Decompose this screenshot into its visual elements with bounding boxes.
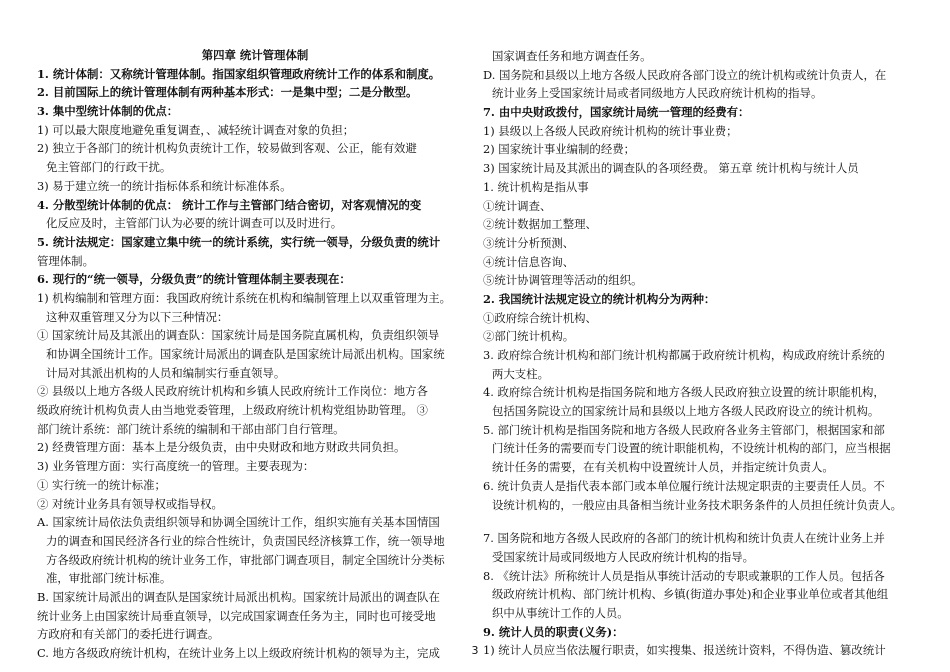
text-line: 2) 独立于各部门的统计机构负责统计工作，较易做到客观、公正，能有效避 <box>37 141 417 156</box>
text-line: B. 国家统计局派出的调查队是国家统计局派出机构。国家统计局派出的调查队在 <box>37 589 440 604</box>
text-line: 5. 部门统计机构是指国务院和地方各级人民政府各业务主管部门，根据国家和部 <box>483 422 885 437</box>
text-line: 1) 统计人员应当依法履行职责，如实搜集、报送统计资料，不得伪造、篡改统计 <box>483 643 886 658</box>
text-line: C. 地方各级政府统计机构，在统计业务上以上级政府统计机构的领导为主，完成 <box>37 646 440 660</box>
text-line: 1. 统计体制：又称统计管理体制。指国家组织管理政府统计工作的体系和制度。 <box>37 66 441 81</box>
text-line: 统计任务的需要，在有关机构中设置统计人员，并指定统计负责人。 <box>492 460 834 475</box>
text-line: 3) 国家统计局及其派出的调查队的各项经费。 第五章 统计机构与统计人员 <box>483 161 859 176</box>
text-line: 免主管部门的行政干扰。 <box>46 160 172 175</box>
text-line <box>483 514 913 529</box>
text-line: 4. 政府综合统计机构是指国务院和地方各级人民政府独立设置的统计职能机构， <box>483 385 885 400</box>
text-line: 管理体制。 <box>37 253 94 268</box>
text-line: ①政府综合统计机构、 <box>483 310 597 325</box>
text-line: 国家调查任务和地方调查任务。 <box>492 49 652 63</box>
text-line: 3) 易于建立统一的统计指标体系和统计标准体系。 <box>37 178 292 193</box>
text-line: 6. 现行的“统一领导，分级负责”的统计管理体制主要表现在： <box>37 272 351 287</box>
text-line: 和协调全国统计工作。国家统计局派出的调查队是国家统计局派出机构。国家统 <box>46 347 445 361</box>
text-line: 包括国务院设立的国家统计局和县级以上地方各级人民政府设立的统计机构。 <box>492 404 880 419</box>
text-line: 1) 机构编制和管理方面：我国政府统计系统在机构和编制管理上以双重管理为主。 <box>37 290 451 305</box>
text-line: 受国家统计局或同级地方人民政府统计机构的指导。 <box>492 549 754 564</box>
text-line: 2. 我国统计法规定设立的统计机构分为两种： <box>483 291 716 306</box>
text-line: 6. 统计负责人是指代表本部门或本单位履行统计法规定职责的主要责任人员。不 <box>483 478 885 493</box>
text-line: 织中从事统计工作的人员。 <box>492 605 629 620</box>
text-line: 统计业务上受国家统计局或者同级地方人民政府统计机构的指导。 <box>492 86 823 101</box>
text-line: ③统计分析预测、 <box>483 235 575 250</box>
text-line: 2. 目前国际上的统计管理体制有两种基本形式：一是集中型；二是分散型。 <box>37 85 418 100</box>
text-line: 方政府和有关部门的委托进行调查。 <box>37 627 220 642</box>
text-line: 2) 国家统计事业编制的经费； <box>483 142 635 157</box>
text-line: 7. 由中央财政拨付，国家统计局统一管理的经费有： <box>483 105 750 120</box>
text-line: 3) 业务管理方面：实行高度统一的管理。主要表现为： <box>37 459 315 474</box>
text-line: 1) 县级以上各级人民政府统计机构的统计事业费； <box>483 123 738 138</box>
text-line: 9. 统计人员的职责(义务)： <box>483 624 624 639</box>
text-line: ① 国家统计局及其派出的调查队：国家统计局是国务院直属机构，负责组织领导 <box>37 328 440 343</box>
text-line: ⑤统计协调管理等活动的组织。 <box>483 273 643 288</box>
text-line: 部门统计系统：部门统计系统的编制和干部由部门自行管理。 <box>37 421 345 436</box>
text-line: ① 实行统一的统计标准； <box>37 477 166 492</box>
text-line: A. 国家统计局依法负责组织领导和协调全国统计工作，组织实施有关基本国情国 <box>37 515 440 530</box>
text-line: 计局对其派出机构的人员和编制实行垂直领导。 <box>46 365 286 380</box>
text-line: 1. 统计机构是指从事 <box>483 179 589 194</box>
text-line: 门统计任务的需要而专门设置的统计职能机构，不设统计机构的部门，应当根据 <box>492 441 891 456</box>
text-line: 准，审批部门统计标准。 <box>46 571 172 586</box>
text-line: 5. 统计法规定：国家建立集中统一的统计系统，实行统一领导，分级负责的统计 <box>37 234 441 249</box>
text-line: 级政府统计机构、部门统计机构、乡镇(街道办事处)和企业事业单位或者其他组 <box>492 587 889 602</box>
text-line: 两大支柱。 <box>492 366 549 381</box>
text-line: 1) 可以最大限度地避免重复调查，、减轻统计调查对象的负担； <box>37 122 355 137</box>
page-number: 3 <box>471 644 479 657</box>
text-line: 化反应及时，主管部门认为必要的统计调查可以及时进行。 <box>46 216 343 231</box>
text-line: 3. 政府综合统计机构和部门统计机构都属于政府统计机构，构成政府统计系统的 <box>483 348 885 362</box>
right-column <box>483 47 913 660</box>
text-line: 这种双重管理又分为以下三种情况： <box>46 309 229 324</box>
text-line: D. 国务院和县级以上地方各级人民政府各部门设立的统计机构或统计负责人，在 <box>483 67 887 82</box>
text-line: 8. 《统计法》所称统计人员是指从事统计活动的专职或兼职的工作人员。包括各 <box>483 568 885 583</box>
text-line: ②部门统计机构。 <box>483 329 575 344</box>
left-column <box>37 46 473 663</box>
text-line: 统计业务上由国家统计局垂直领导，以完成国家调查任务为主，同时也可接受地 <box>37 608 436 623</box>
text-line: 设统计机构的，一般应由具备相当统计业务技术职务条件的人员担任统计负责人。 <box>492 497 903 512</box>
chapter-title: 第四章 统计管理体制 <box>201 48 309 62</box>
text-line: ④统计信息咨询、 <box>483 254 575 269</box>
text-line: ② 对统计业务具有领导权或指导权。 <box>37 496 223 511</box>
text-line: ①统计调查、 <box>483 198 552 213</box>
text-line: 3. 集中型统计体制的优点： <box>37 104 179 119</box>
text-line: 4. 分散型统计体制的优点： 统计工作与主管部门结合密切，对客观情况的变 <box>37 197 422 212</box>
text-line: 方各级政府统计机构的统计业务工作，审批部门调查项目，制定全国统计分类标 <box>46 552 445 567</box>
text-line: 7. 国务院和地方各级人民政府的各部门的统计机构和统计负责人在统计业务上并 <box>483 531 885 546</box>
text-line: 级政府统计机构负责人由当地党委管理，上级政府统计机构党组协助管理。 ③ <box>37 403 428 418</box>
text-line: 2) 经费管理方面：基本上是分级负责，由中央财政和地方财政共同负担。 <box>37 440 406 455</box>
text-line: 力的调查和国民经济各行业的综合性统计，负责国民经济核算工作，统一领导地 <box>46 533 445 548</box>
text-line: ②统计数据加工整理、 <box>483 217 597 232</box>
text-line: ② 县级以上地方各级人民政府统计机构和乡镇人民政府统计工作岗位：地方各 <box>37 384 428 399</box>
